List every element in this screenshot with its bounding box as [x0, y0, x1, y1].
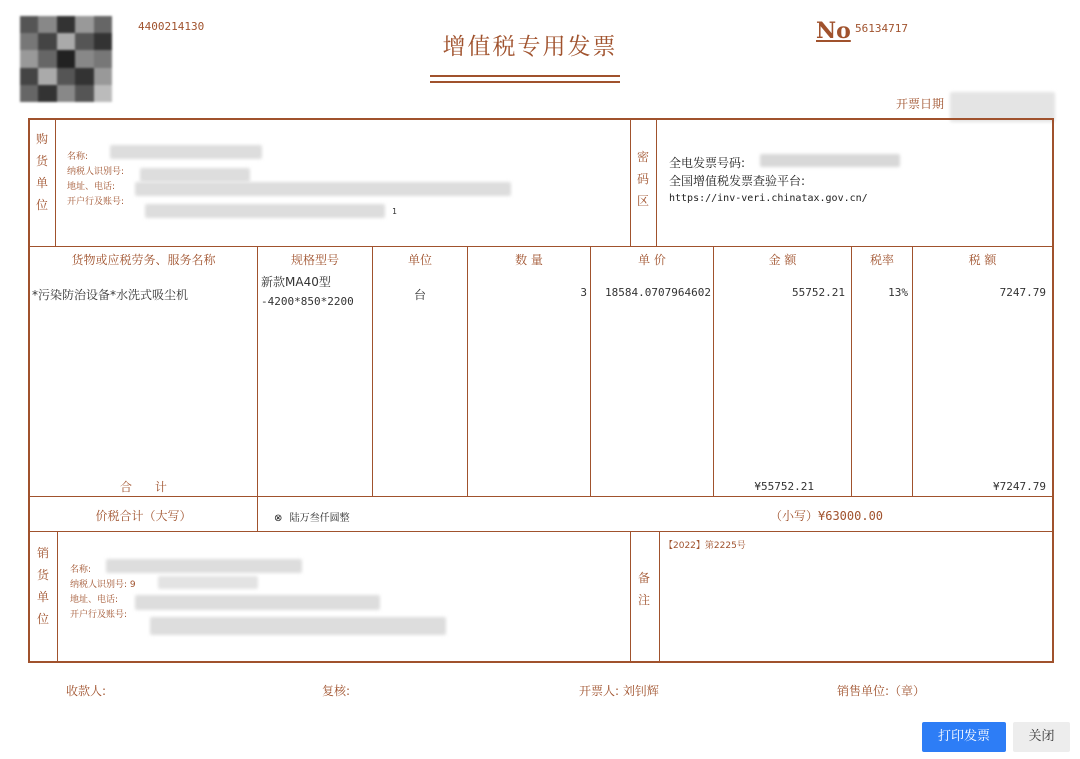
- buyer-address-redacted: [135, 182, 511, 196]
- item-price: 18584.0707964602: [605, 286, 711, 299]
- qr-code: [20, 16, 112, 102]
- cipher-side-label: 密 码 区: [636, 150, 649, 208]
- einvoice-number-redacted: [760, 154, 900, 167]
- col-header-amount: 金 额: [768, 253, 797, 267]
- buyer-side-label: 购 货 单 位: [35, 132, 48, 212]
- seller-name-redacted: [106, 559, 302, 573]
- total-tax: ¥7247.79: [993, 480, 1046, 493]
- total-label: 合 计: [120, 480, 167, 494]
- buyer-taxid-label: 纳税人识别号:: [67, 167, 125, 177]
- total-figures: （小写）¥63000.00: [770, 509, 884, 523]
- item-qty: 3: [580, 286, 587, 299]
- einvoice-number-label: 全电发票号码:: [669, 156, 746, 170]
- col-header-name: 货物或应税劳务、服务名称: [71, 253, 216, 267]
- remarks-side-label: 备 注: [637, 571, 650, 607]
- title-underline-bottom: [430, 81, 620, 83]
- invoice-title: 增值税专用发票: [442, 34, 618, 60]
- col-header-spec: 规格型号: [290, 253, 339, 267]
- buyer-bank-tail: 1: [392, 207, 397, 216]
- remarks-text: 【2022】第2225号: [664, 541, 746, 551]
- title-underline-top: [430, 75, 620, 77]
- col-header-tax: 税 额: [968, 253, 997, 267]
- seller-address-label: 地址、电话:: [70, 595, 119, 605]
- issuer-label: 开票人: 刘钊辉: [579, 684, 659, 698]
- item-rate: 13%: [888, 286, 908, 299]
- seller-name-label: 名称:: [70, 565, 92, 575]
- buyer-taxid-redacted: [140, 168, 250, 182]
- seller-bank-label: 开户行及账号:: [70, 610, 128, 620]
- circle-x-icon: ⊗: [274, 513, 283, 524]
- seller-taxid-label: 纳税人识别号: 9: [70, 580, 136, 590]
- col-header-price: 单 价: [638, 253, 666, 267]
- buyer-bank-redacted: [145, 204, 385, 218]
- seller-address-redacted: [135, 595, 380, 610]
- item-amount: 55752.21: [792, 286, 845, 299]
- seller-taxid-redacted: [158, 576, 258, 589]
- item-name: *污染防治设备*水洗式吸尘机: [32, 288, 189, 302]
- invoice-code: 4400214130: [138, 20, 205, 33]
- col-header-qty: 数 量: [515, 253, 543, 267]
- seller-bank-redacted: [150, 617, 446, 635]
- buyer-name-redacted: [110, 145, 262, 159]
- total-amount: ¥55752.21: [754, 480, 814, 493]
- date-label: 开票日期: [896, 97, 945, 111]
- buyer-bank-label: 开户行及账号:: [67, 197, 125, 207]
- item-tax: 7247.79: [999, 286, 1046, 299]
- number-symbol: No: [816, 18, 851, 44]
- seller-side-label: 销 货 单 位: [36, 546, 49, 626]
- print-invoice-button[interactable]: 打印发票: [922, 722, 1006, 752]
- col-header-rate: 税率: [869, 253, 894, 267]
- payee-label: 收款人:: [66, 684, 107, 698]
- invoice-number: 56134717: [855, 22, 908, 35]
- platform-label: 全国增值税发票查验平台:: [669, 174, 806, 188]
- close-button[interactable]: 关闭: [1013, 722, 1070, 752]
- seller-seal-label: 销售单位:（章）: [837, 684, 926, 698]
- buyer-address-label: 地址、电话:: [67, 182, 116, 192]
- platform-url[interactable]: https://inv-veri.chinatax.gov.cn/: [669, 193, 868, 204]
- reviewer-label: 复核:: [322, 684, 351, 698]
- total-words: 陆万叁仟圆整: [289, 513, 350, 524]
- item-unit: 台: [413, 288, 426, 302]
- buyer-name-label: 名称:: [67, 152, 89, 162]
- col-header-unit: 单位: [407, 253, 432, 267]
- item-spec: 新款MA40型 -4200*850*2200: [261, 275, 354, 308]
- total-words-label: 价税合计（大写）: [95, 509, 192, 523]
